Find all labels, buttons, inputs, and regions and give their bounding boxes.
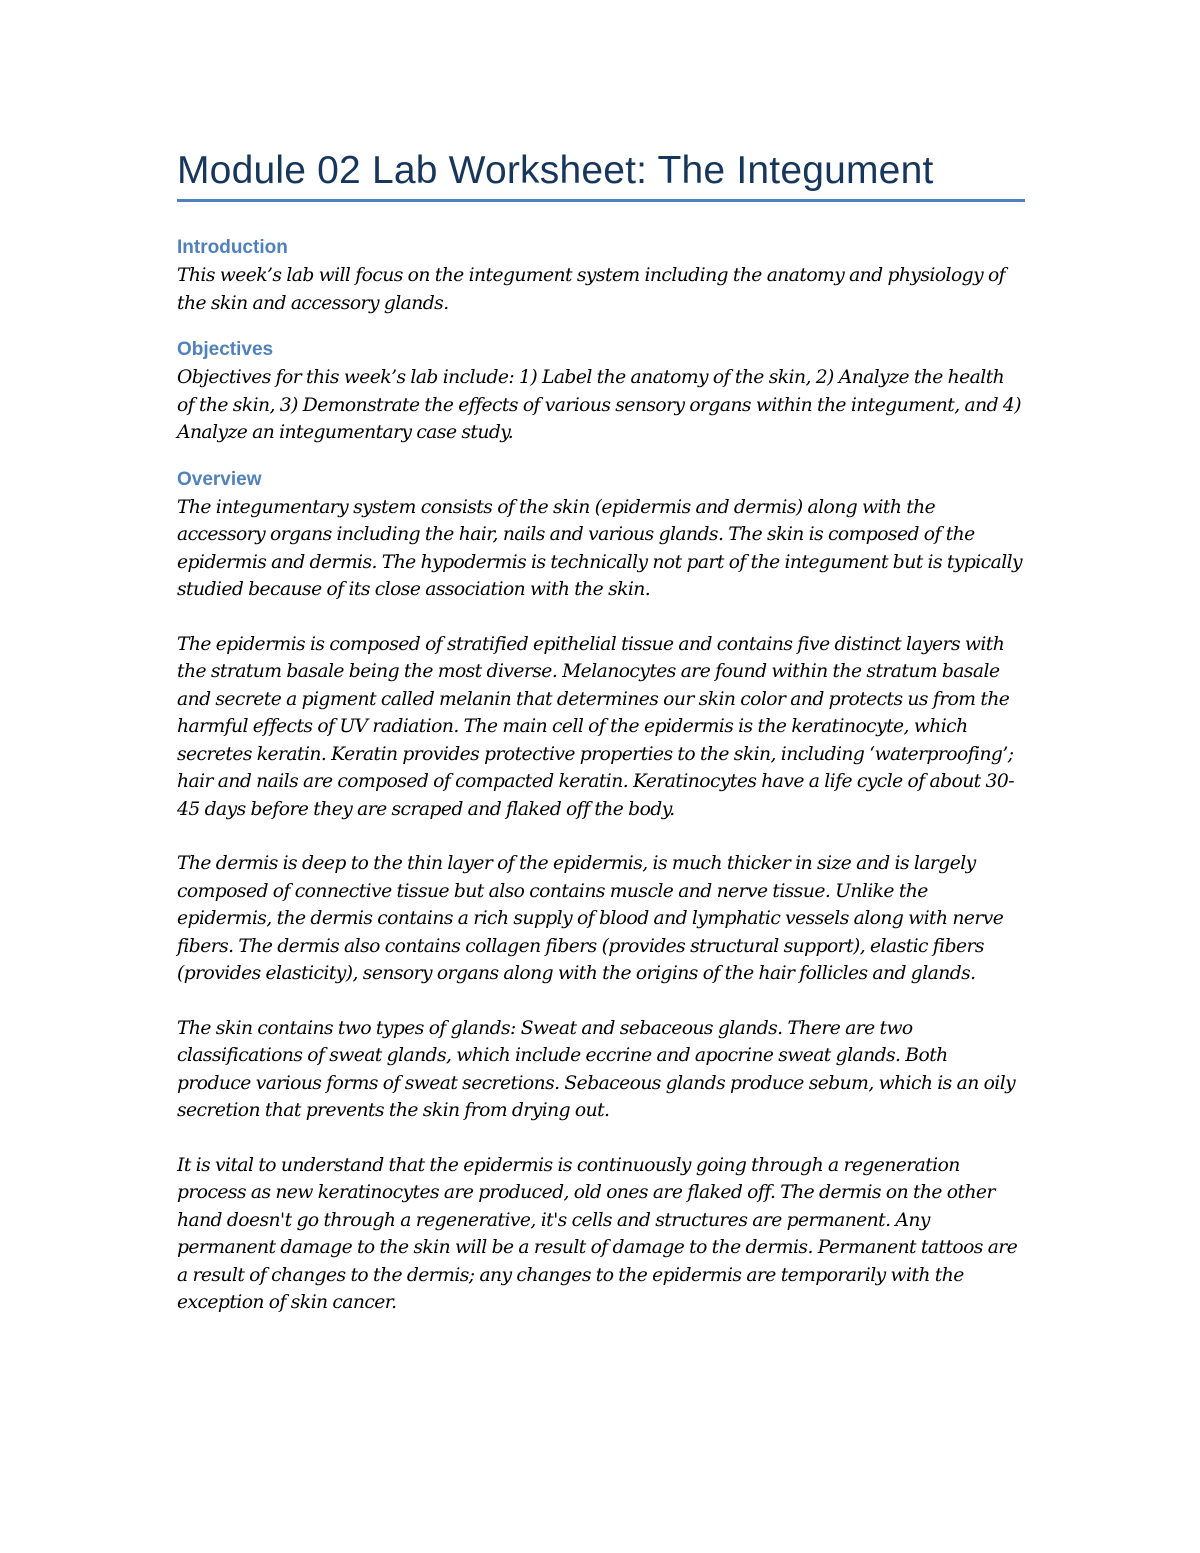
objectives-text: Objectives for this week’s lab include: 1) Label the anatomy of the skin, 2) Analyze the health of the skin, 3) Demonstrate the effects of various sensory organs within the integument, and 4) Analyze an integumentary case study. <box>177 367 1021 443</box>
overview-paragraph-dermis: The dermis is deep to the thin layer of the epidermis, is much thicker in size and is largely composed of connective tissue but also contains muscle and nerve tissue. Unlike the epidermis, the dermis contains a rich supply of blood and lymphatic vessels along with nerve fibers. The dermis also contains collagen fibers (provides structural support), elastic fibers (provides elasticity), sensory organs along with the origins of the hair follicles and glands. <box>177 853 1004 984</box>
overview-paragraph-epidermis: The epidermis is composed of stratified epithelial tissue and contains five distinct layers with the stratum basale being the most diverse. Melanocytes are found within the stratum basale and secrete a pigment called melanin that determines our skin color and protects us from the harmful effects of UV radiation. The main cell of the epidermis is the keratinocyte, which secretes keratin. Keratin provides protective properties to the skin, including ‘waterproofing’; hair and nails are composed of compacted keratin. Keratinocytes have a life cycle of about 30-45 days before they are scraped and flaked off the body. <box>177 633 1014 820</box>
document-content <box>177 143 1025 1317</box>
overview-paragraph-glands: The skin contains two types of glands: Sweat and sebaceous glands. There are two classifications of sweat glands, which include eccrine and apocrine sweat glands. Both produce various forms of sweat secretions. Sebaceous glands produce sebum, which is an oily secretion that prevents the skin from drying out. <box>177 1017 1016 1121</box>
overview-paragraph-regeneration: It is vital to understand that the epidermis is continuously going through a regeneration process as new keratinocytes are produced, old ones are flaked off. The dermis on the other hand doesn't go through a regenerative, it's cells and structures are permanent. Any permanent damage to the skin will be a result of damage to the dermis. Permanent tattoos are a result of changes to the dermis; any changes to the epidermis are temporarily with the exception of skin cancer. <box>177 1154 1018 1313</box>
introduction-heading: Introduction <box>177 237 288 258</box>
objectives-heading: Objectives <box>177 339 274 360</box>
page-title: Module 02 Lab Worksheet: The Integument <box>177 149 934 192</box>
introduction-text: This week’s lab will focus on the integument system including the anatomy and physiology of the skin and accessory glands. <box>177 265 1006 314</box>
overview-paragraph-integumentary-system: The integumentary system consists of the skin (epidermis and dermis) along with the accessory organs including the hair, nails and various glands. The skin is composed of the epidermis and dermis. The hypodermis is technically not part of the integument but is typically studied because of its close association with the skin. <box>177 496 1023 600</box>
title-underline <box>177 199 1025 202</box>
overview-heading: Overview <box>177 468 262 490</box>
